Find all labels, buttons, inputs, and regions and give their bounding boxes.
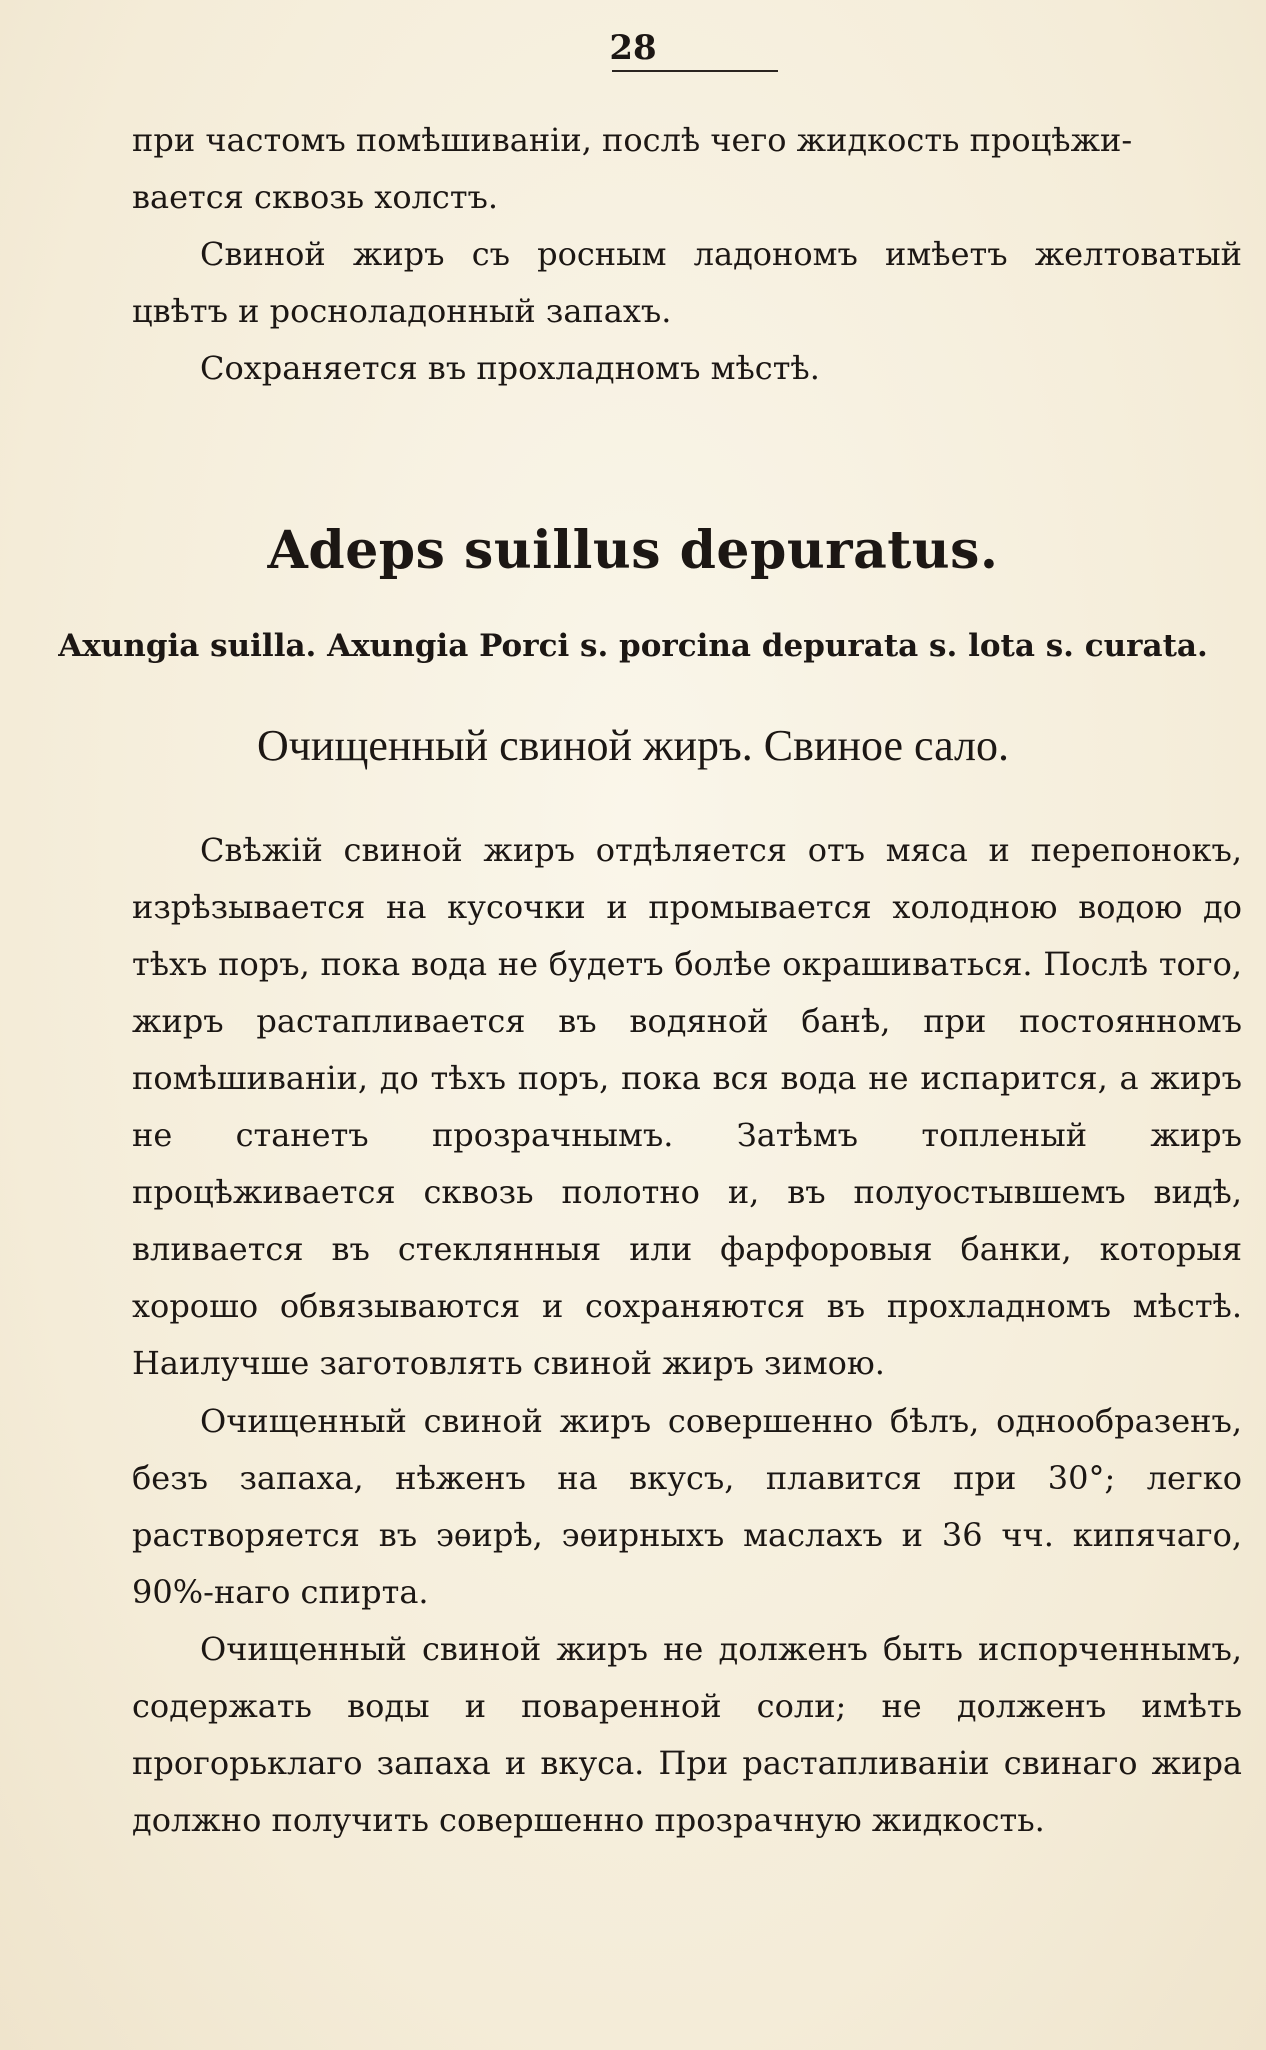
article-title: Adeps suillus depuratus. (267, 520, 999, 581)
paragraph-yellow-lard: Свиной жиръ съ росным ладономъ имѣетъ желтоватый цвѣтъ и росноладонный запахъ. (132, 235, 1242, 330)
continuation-line-1: при частомъ помѣшиванiи, послѣ чего жидкость процѣжи- (132, 121, 1133, 159)
preparation-block (132, 822, 1242, 1392)
paragraph-properties: Очищенный свиной жиръ совершенно бѣлъ, однообразенъ, безъ запаха, нѣженъ на вкусъ, плавится при 30°; легко растворяется въ эѳирѣ, эѳирныхъ маслахъ и 36 чч. кипячаго, 90%-наго спирта. (132, 1402, 1242, 1611)
article-subtitle: Очищенный свиной жиръ. Свиное сало. (257, 721, 1009, 770)
properties-block (132, 1393, 1242, 1621)
quality-block (132, 1621, 1242, 1849)
page-number-rule (612, 70, 778, 72)
article-synonyms: Axungia suilla. Axungia Porci s. porcina depurata s. lota s. curata. (58, 628, 1208, 664)
paragraph-preparation: Свѣжiй свиной жиръ отдѣляется отъ мяса и перепонокъ, изрѣзывается на кусочки и промывается холодною водою до тѣхъ поръ, пока вода не будетъ болѣе окрашиваться. Послѣ того, жиръ растапливается въ водяной банѣ, при постоянномъ помѣшиванiи, до тѣхъ поръ, пока вся вода не испарится, а жиръ не станетъ прозрачнымъ. Затѣмъ топленый жиръ процѣживается сквозь полотно и, въ полуостывшемъ видѣ, вливается въ стеклянныя или фарфоровыя банки, которыя хорошо обвязываются и сохраняются въ прохладномъ мѣстѣ. Наилучше заготовлять свиной жиръ зимою. (132, 831, 1242, 1382)
paragraph-storage: Сохраняется въ прохладномъ мѣстѣ. (200, 349, 820, 387)
continuation-line-2: вается сквозь холстъ. (132, 178, 499, 216)
continuation-block (132, 112, 1242, 397)
paragraph-quality: Очищенный свиной жиръ не долженъ быть испорченнымъ, содержать воды и поваренной соли; не долженъ имѣть прогорьклаго запаха и вкуса. При растапливанiи свинаго жира должно получить совершенно прозрачную жидкость. (132, 1630, 1242, 1839)
page-number: 28 (609, 28, 657, 68)
